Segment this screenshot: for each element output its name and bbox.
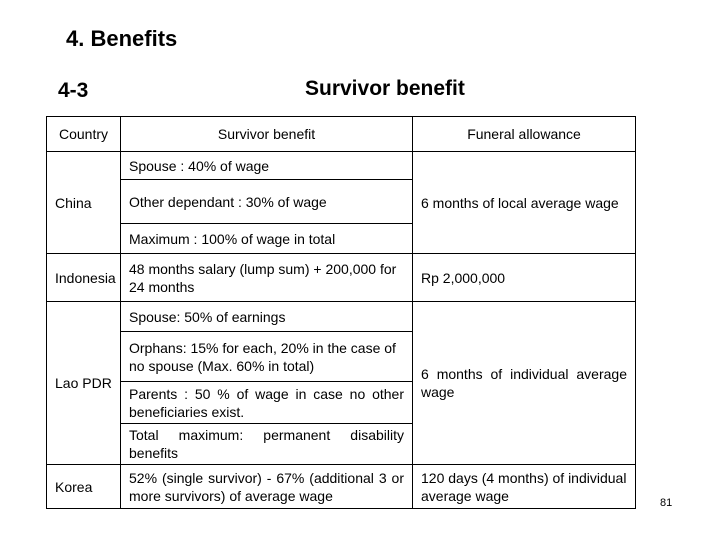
survivor-cell-lao-parents: Parents : 50 % of wage in case no other beneficiaries exist. (121, 382, 413, 424)
column-header-funeral-allowance: Funeral allowance (413, 117, 636, 152)
country-cell-korea: Korea (47, 465, 121, 509)
section-title: 4. Benefits (66, 26, 178, 51)
benefits-table (46, 116, 636, 509)
funeral-cell-lao: 6 months of individual average wage (413, 302, 636, 465)
subsection-title: Survivor benefit (305, 77, 465, 100)
column-header-country: Country (47, 117, 121, 152)
table-row (47, 152, 636, 180)
funeral-cell-indonesia: Rp 2,000,000 (413, 254, 636, 302)
survivor-cell-china-maximum: Maximum : 100% of wage in total (121, 224, 413, 254)
country-cell-lao: Lao PDR (47, 302, 121, 465)
table-header-row (47, 117, 636, 152)
subsection-number: 4-3 (58, 79, 89, 102)
table-row (47, 302, 636, 332)
survivor-cell-china-other: Other dependant : 30% of wage (121, 180, 413, 224)
survivor-cell-lao-orphans: Orphans: 15% for each, 20% in the case of no spouse (Max. 60% in total) (121, 332, 413, 382)
column-header-survivor-benefit: Survivor benefit (121, 117, 413, 152)
table-row (47, 254, 636, 302)
page-number: 81 (660, 497, 673, 509)
survivor-cell-lao-total: Total maximum: permanent disability benefits (121, 424, 413, 465)
funeral-cell-korea: 120 days (4 months) of individual average wage (413, 465, 636, 509)
survivor-cell-china-spouse: Spouse : 40% of wage (121, 152, 413, 180)
survivor-cell-korea: 52% (single survivor) - 67% (additional 3 or more survivors) of average wage (121, 465, 413, 509)
survivor-cell-indonesia: 48 months salary (lump sum) + 200,000 for 24 months (121, 254, 413, 302)
country-cell-indonesia: Indonesia (47, 254, 121, 302)
funeral-cell-china: 6 months of local average wage (413, 152, 636, 254)
table-row (47, 465, 636, 509)
country-cell-china: China (47, 152, 121, 254)
survivor-cell-lao-spouse: Spouse: 50% of earnings (121, 302, 413, 332)
